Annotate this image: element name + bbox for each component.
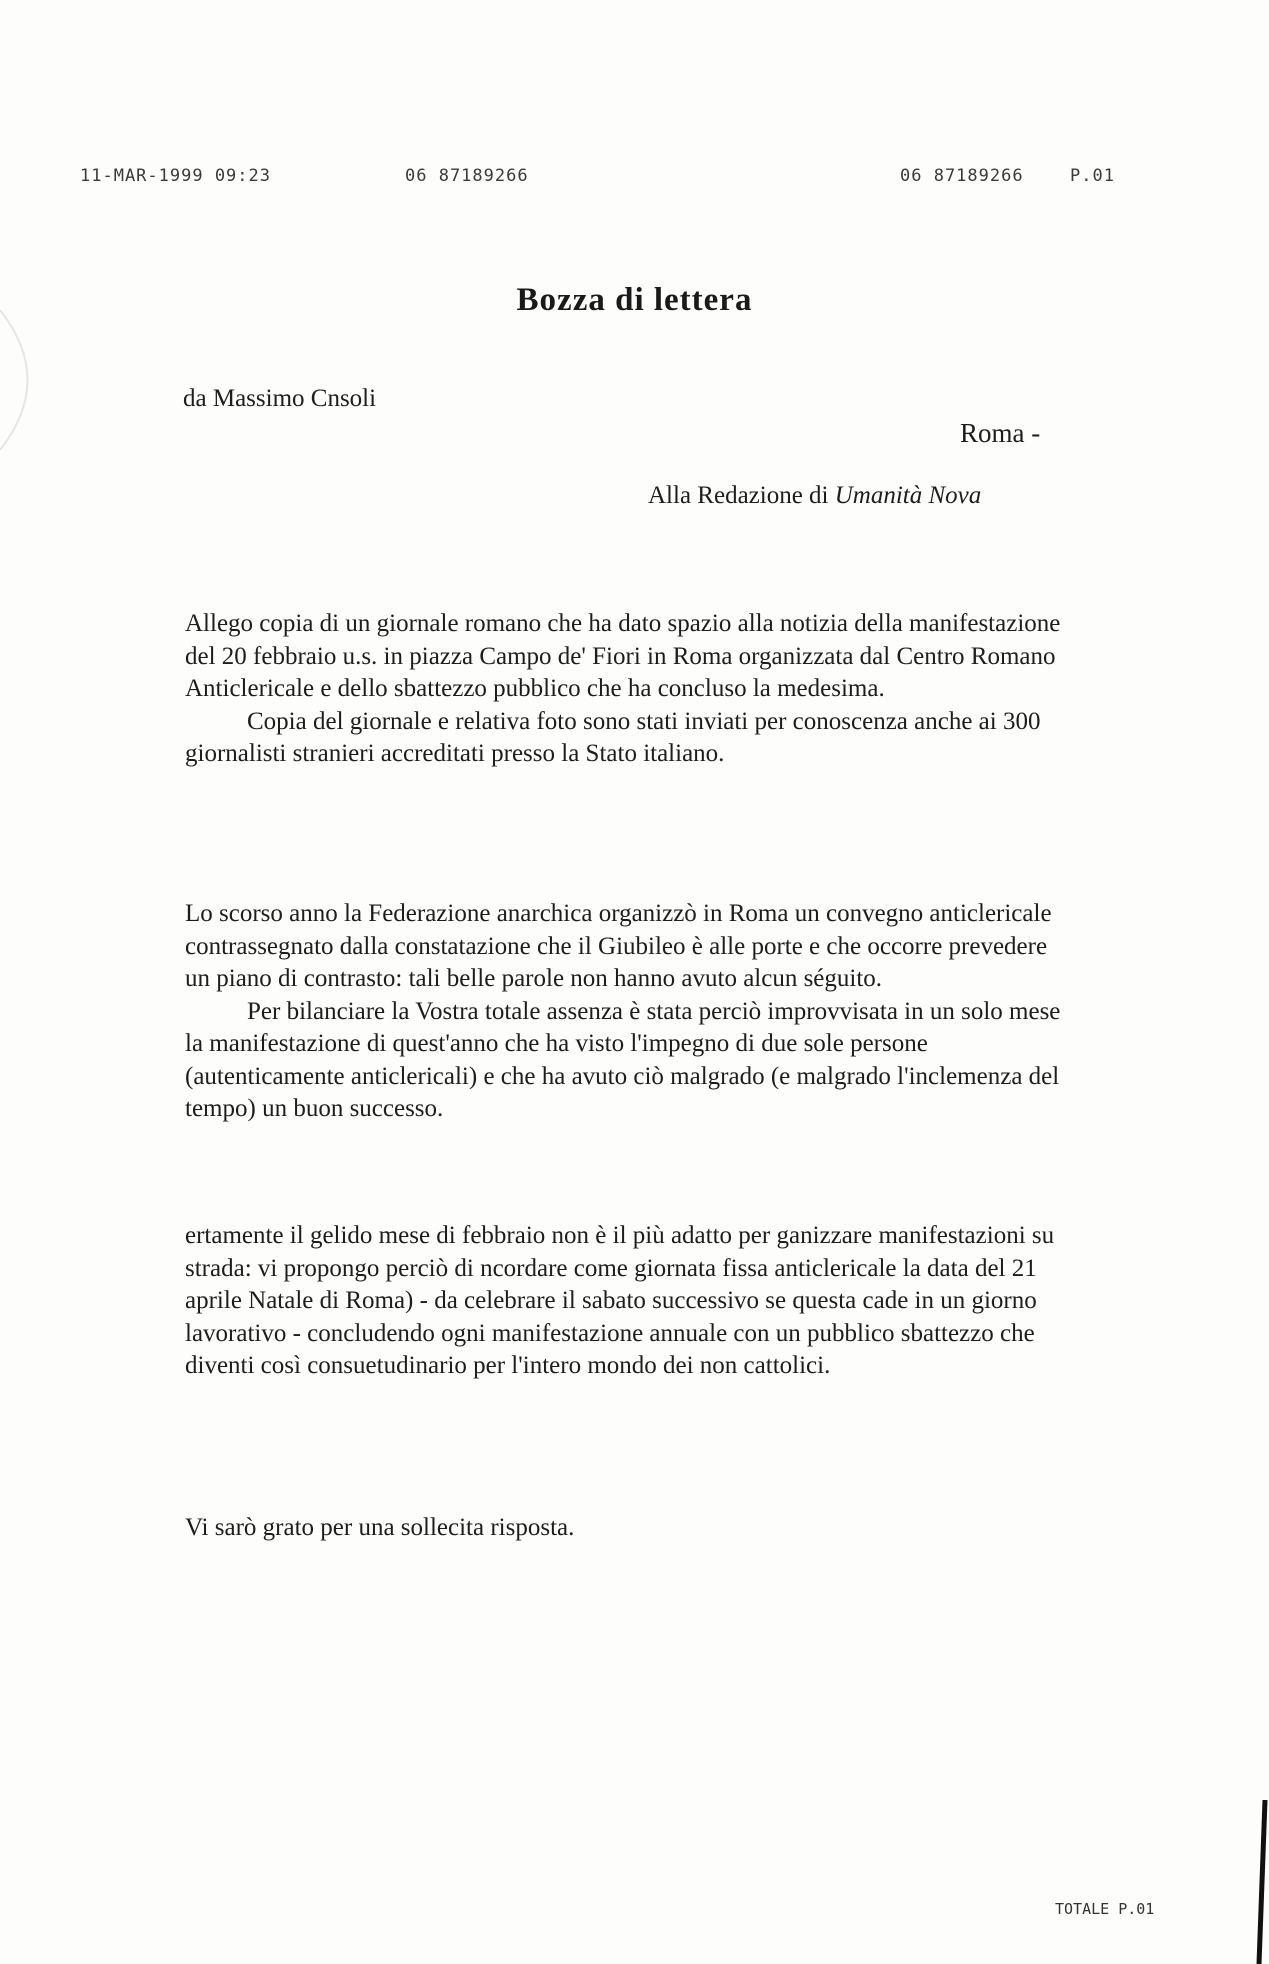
paragraph-line: Allego copia di un giornale romano che ha dato spazio alla notizia della manifestazione del 20 febbraio u.s. in piazza Campo de' Fiori in Roma organizzata dal Centro Romano Anticlericale e dello sbattezzo pubblico che ha concluso la medesima. (185, 610, 1061, 702)
paragraph-line: Lo scorso anno la Federazione anarchica organizzò in Roma un convegno anticlericale contrassegnato dalla constatazione che il Giubileo è alle porte e che occorre prevedere un piano di contrasto: tali belle parole non hanno avuto alcun séguito. (185, 900, 1052, 992)
paragraph-line: Vi sarò grato per una sollecita risposta. (185, 1514, 575, 1541)
letter-paragraph-1 (185, 608, 1065, 771)
fax-datetime: 11-MAR-1999 09:23 (80, 166, 271, 186)
paragraph-line: ertamente il gelido mese di febbraio non è il più adatto per ganizzare manifestazioni su strada: vi propongo perciò di ncordare come giornata fissa anticlericale la data del 21 aprile Natale di Roma) - da celebrare il sabato successivo se questa cade in un giorno lavorativo - concludendo ogni manifestazione annuale con un pubblico sbattezzo che diventi così consuetudinario per l'intero mondo dei non cattolici. (185, 1222, 1055, 1379)
paragraph-line: Per bilanciare la Vostra totale assenza è stata perciò improvvisata in un solo mese la manifestazione di quest'anno che ha visto l'impegno di due sole persone (autenticamente anticlericali) e che ha avuto ciò malgrado (e malgrado l'inclemenza del tempo) un buon successo. (185, 997, 1061, 1122)
letter-paragraph-3 (185, 1220, 1065, 1383)
recipient-publication: Umanità Nova (834, 482, 982, 509)
scan-artifact-edge (1255, 1800, 1269, 1964)
letter-closing (185, 1512, 1065, 1545)
recipient-prefix: Alla Redazione di (648, 482, 835, 509)
fax-to-number: 06 87189266 (900, 166, 1024, 186)
paragraph-line: Copia del giornale e relativa foto sono stati inviati per conoscenza anche ai 300 giornalisti stranieri accreditati presso la Stato italiano. (185, 707, 1041, 767)
scan-artifact-curve (0, 300, 60, 460)
letter-city: Roma - (960, 418, 1041, 448)
letter-sender: da Massimo Cnsoli (183, 385, 377, 412)
fax-from-number: 06 87189266 (405, 166, 529, 186)
letter-paragraph-2 (185, 898, 1065, 1126)
fax-page-number: P.01 (1070, 166, 1115, 186)
letter-title: Bozza di lettera (516, 282, 753, 318)
letter-recipient (648, 482, 981, 510)
fax-total-pages: TOTALE P.01 (1055, 1900, 1155, 1918)
